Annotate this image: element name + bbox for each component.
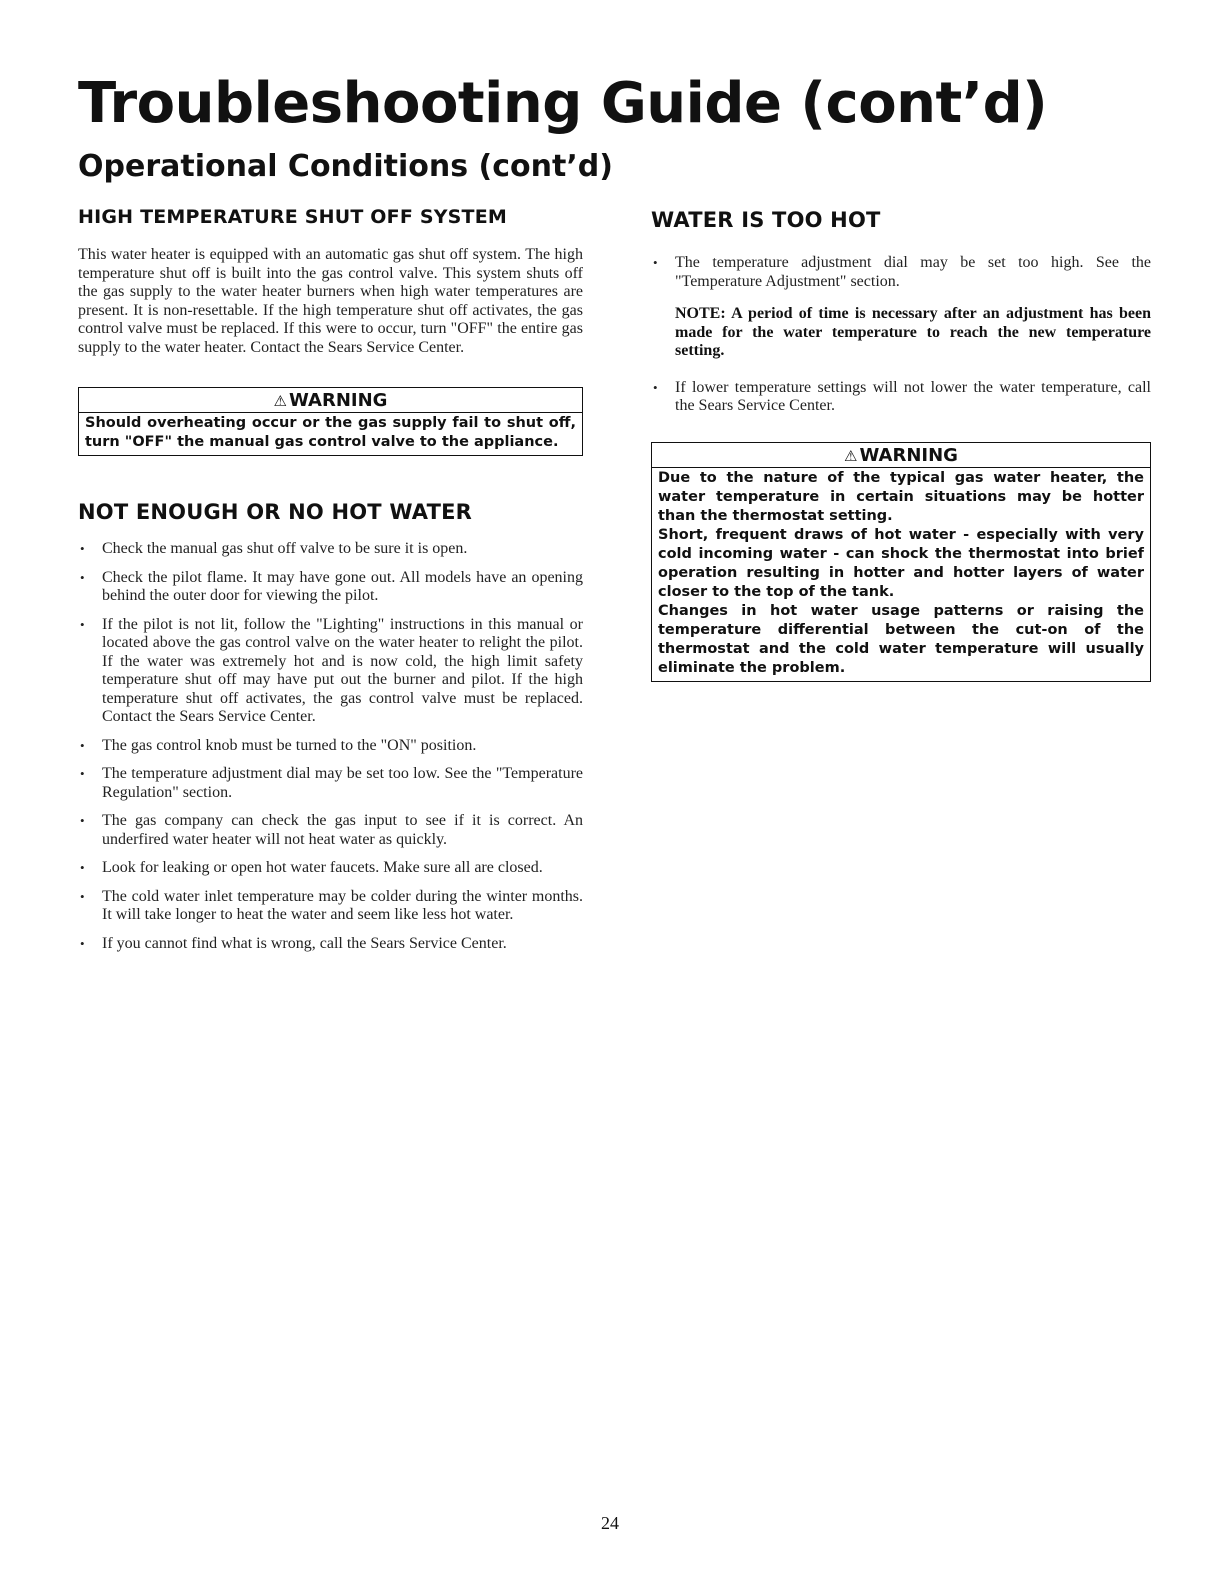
warning-paragraph: Due to the nature of the typical gas water heater, the water temperature in certain situations may be hotter than the thermostat setting. — [658, 469, 1144, 524]
list-item: • Check the pilot flame. It may have gone out. All models have an opening behind the outer door for viewing the pilot. — [80, 568, 583, 604]
bullet-icon: • — [80, 860, 85, 875]
too-hot-section — [651, 208, 1151, 682]
too-hot-heading: WATER IS TOO HOT — [651, 208, 881, 232]
high-temp-section — [78, 206, 583, 456]
high-temp-heading: HIGH TEMPERATURE SHUT OFF SYSTEM — [78, 206, 507, 228]
too-hot-list-2 — [651, 379, 1151, 416]
warning-paragraph: Short, frequent draws of hot water - especially with very cold incoming water - can shock the thermostat into brief operation resulting in hotter and hotter layers of water closer to the top of the tank. — [658, 526, 1144, 600]
bullet-icon: • — [80, 737, 85, 753]
high-temp-warning-box — [78, 387, 583, 456]
bullet-icon: • — [80, 569, 85, 585]
list-item: • The cold water inlet temperature may be colder during the winter months. It will take longer to heat the water and seem like less hot water. — [80, 887, 583, 923]
not-enough-section — [78, 500, 583, 953]
list-item: • If lower temperature settings will not lower the water temperature, call the Sears Service Center. — [653, 378, 1151, 414]
warning-paragraph: Changes in hot water usage patterns or raising the temperature differential between the cut-on of the thermostat and the cold water temperature will usually eliminate the problem. — [658, 602, 1144, 676]
list-item: • Check the manual gas shut off valve to be sure it is open. — [80, 540, 468, 557]
list-item: • The temperature adjustment dial may be set too high. See the "Temperature Adjustment" section. — [653, 254, 1151, 290]
bullet-icon: • — [80, 541, 85, 556]
warning-label: WARNING — [859, 444, 958, 466]
page-title: Troubleshooting Guide (cont’d) — [78, 71, 1048, 136]
bullet-icon: • — [80, 813, 85, 828]
list-item: • The temperature adjustment dial may be set too low. See the "Temperature Regulation" section. — [80, 765, 583, 801]
bullet-icon: • — [80, 935, 85, 951]
bullet-icon: • — [80, 616, 85, 632]
list-item: • If the pilot is not lit, follow the "Lighting" instructions in this manual or located above the gas control valve on the water heater to relight the pilot. If the water was extremely hot and is now cold, the high limit safety temperature shut off may have put out the burner and pilot. If the high temperature shut off activates, the gas control valve must be replaced. Contact the Sears Service Center. — [80, 615, 583, 725]
bullet-icon: • — [653, 379, 658, 395]
page-number: 24 — [601, 1513, 619, 1533]
not-enough-heading: NOT ENOUGH OR NO HOT WATER — [78, 500, 473, 524]
bullet-icon: • — [80, 766, 85, 781]
warning-label: WARNING — [289, 390, 388, 411]
list-item: • Look for leaking or open hot water faucets. Make sure all are closed. — [80, 859, 543, 876]
warning-header — [79, 388, 582, 413]
list-item: • The gas company can check the gas input to see if it is correct. An underfired water heater will not heat water as quickly. — [80, 812, 583, 848]
warning-triangle-icon: ⚠ — [273, 392, 287, 410]
warning-text-block — [79, 413, 582, 455]
high-temp-body: This water heater is equipped with an automatic gas shut off system. The high temperature shut off is built into the gas control valve. This system shuts off the gas supply to the water heater burners when high water temperatures are present. It is non-resettable. If the high temperature shut off activates, the gas control valve must be replaced. If this were to occur, turn "OFF" the entire gas supply to the water heater. Contact the Sears Service Center. — [78, 246, 583, 356]
left-column — [78, 206, 583, 963]
warning-header — [652, 443, 1150, 468]
list-item: • The gas control knob must be turned to the "ON" position. — [80, 736, 477, 754]
too-hot-warning-box — [651, 442, 1151, 682]
warning-triangle-icon: ⚠ — [844, 446, 858, 465]
list-item: • If you cannot find what is wrong, call the Sears Service Center. — [80, 934, 507, 952]
page-subtitle: Operational Conditions (cont’d) — [78, 149, 613, 184]
not-enough-list — [78, 540, 583, 953]
warning-text-block — [652, 468, 1150, 681]
bullet-icon: • — [80, 888, 85, 904]
right-column — [651, 208, 1151, 682]
bullet-icon: • — [653, 255, 658, 270]
too-hot-note: NOTE: A period of time is necessary after an adjustment has been made for the water temperature to reach the new temperature setting. — [675, 305, 1151, 359]
warning-text: Should overheating occur or the gas supply fail to shut off, turn "OFF" the manual gas control valve to the appliance. — [85, 415, 576, 450]
too-hot-list-1 — [651, 254, 1151, 291]
